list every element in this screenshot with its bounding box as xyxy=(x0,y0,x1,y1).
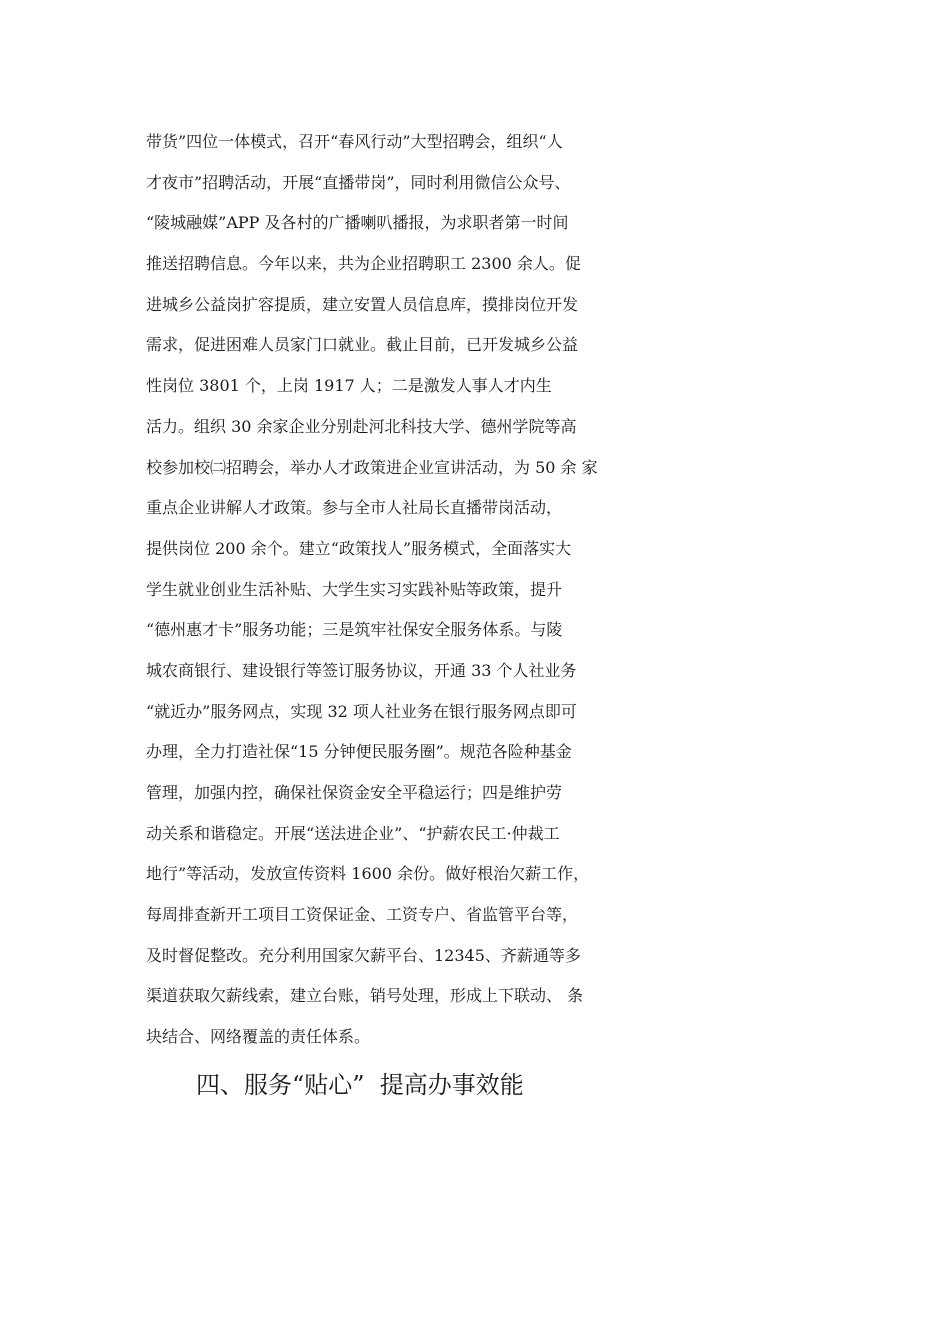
text-line: 才夜市”招聘活动，开展“直播带岗”，同时利用微信公众号、 xyxy=(146,172,571,192)
body-paragraph xyxy=(146,122,846,1058)
text-line: 渠道获取欠薪线索，建立台账，销号处理，形成上下联动、 条 xyxy=(146,986,584,1006)
text-line: 需求，促进困难人员家门口就业。截止目前，已开发城乡公益 xyxy=(146,335,579,355)
text-line: 每周排查新开工项目工资保证金、工资专户、省监管平台等， xyxy=(146,905,579,925)
text-line: 管理，加强内控，确保社保资金安全平稳运行；四是维护劳 xyxy=(146,783,563,802)
text-line: 进城乡公益岗扩容提质，建立安置人员信息库，摸排岗位开发 xyxy=(146,294,579,314)
text-line: 带货”四位一体模式，召开“春风行动”大型招聘会，组织“人 xyxy=(146,132,563,151)
text-line: 重点企业讲解人才政策。参与全市人社局长直播带岗活动， xyxy=(146,498,563,518)
text-line: 校参加校㈡招聘会，举办人才政策进企业宣讲活动，为 50 余 家 xyxy=(146,457,598,477)
text-line: 城农商银行、建设银行等签订服务协议，开通 33 个人社业务 xyxy=(146,660,577,680)
text-line: 及时督促整改。充分利用国家欠薪平台、12345、齐薪通等多 xyxy=(146,945,581,965)
text-line: 活力。组织 30 余家企业分别赴河北科技大学、德州学院等高 xyxy=(146,416,577,436)
text-line: “就近办”服务网点，实现 32 项人社业务在银行服务网点即可 xyxy=(146,701,577,721)
text-line: 办理，全力打造社保“15 分钟便民服务圈”。规范各险种基金 xyxy=(146,742,572,762)
text-line: 性岗位 3801 个，上岗 1917 人；二是激发人事人才内生 xyxy=(146,376,552,396)
text-line: 块结合、网络覆盖的责任体系。 xyxy=(146,1027,371,1047)
text-line: “陵城融媒”APP 及各村的广播喇叭播报，为求职者第一时间 xyxy=(146,213,569,233)
text-line: 地行”等活动，发放宣传资料 1600 余份。做好根治欠薪工作， xyxy=(146,864,590,884)
section-heading: 四、服务“贴心” 提高办事效能 xyxy=(196,1071,524,1099)
text-line: 提供岗位 200 余个。建立“政策找人”服务模式，全面落实大 xyxy=(146,538,572,558)
text-line: “德州惠才卡”服务功能；三是筑牢社保安全服务体系。与陵 xyxy=(146,620,563,640)
text-line: 学生就业创业生活补贴、大学生实习实践补贴等政策，提升 xyxy=(146,579,563,599)
text-line: 推送招聘信息。今年以来，共为企业招聘职工 2300 余人。促 xyxy=(146,254,581,274)
text-line: 动关系和谐稳定。开展“送法进企业”、“护薪农民工·仲裁工 xyxy=(146,823,560,843)
